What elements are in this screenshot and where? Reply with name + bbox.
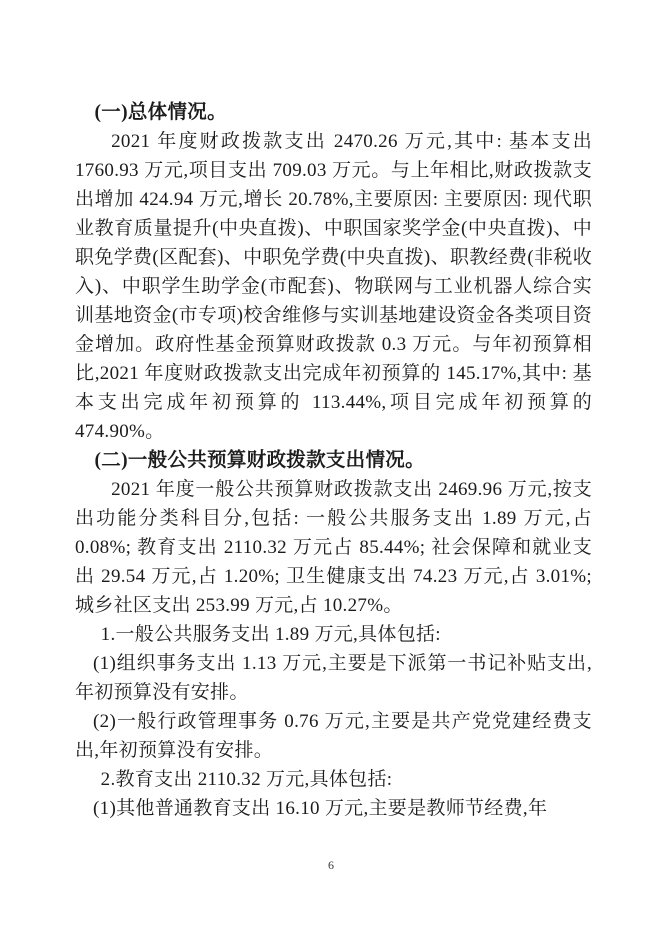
paragraph-budget-functional-breakdown: 2021 年度一般公共预算财政拨款支出 2469.96 万元,按支出功能分类科目分,包括: 一般公共服务支出 1.89 万元,占 0.08%; 教育支出 2110.32 万元占 85.44%; 社会保障和就业支出 29.54 万元,占 1.20%; 卫生健康支出 74.23 万元,占 3.01%; 城乡社区支出 253.99 万元,占 10.27%。	[75, 479, 592, 616]
paragraph-overall-fiscal-expenditure: 2021 年度财政拨款支出 2470.26 万元,其中: 基本支出 1760.93 万元,项目支出 709.03 万元。与上年相比,财政拨款支出增加 424.94 万元,增长 20.78%,主要原因: 主要原因: 现代职业教育质量提升(中央直拨)、中职国家奖学金(中央直拨)、中职免学费(区配套)、中职免学费(中央直拨)、职教经费(非税收入)、中职学生助学金(市配套)、物联网与工业机器人综合实训基地资金(市专项)校舍维修与实训基地建设资金各类项目资金增加。政府性基金预算财政拨款 0.3 万元。与年初预算相比,2021 年度财政拨款支出完成年初预算的 145.17%,其中: 基本支出完成年初预算的 113.44%,项目完成年初预算的 474.90%。	[75, 131, 592, 442]
heading-overall-situation: (一)总体情况。	[94, 102, 227, 123]
paragraph-item1-2-general-administration: (2)一般行政管理事务 0.76 万元,主要是共产党党建经费支出,年初预算没有安排。	[75, 711, 592, 761]
paragraph-item2-1-other-general-education: (1)其他普通教育支出 16.10 万元,主要是教师节经费,年	[93, 798, 548, 819]
document-body	[75, 98, 592, 823]
paragraph-item2-education-expenditure: 2.教育支出 2110.32 万元,具体包括:	[100, 769, 393, 790]
page-number: 6	[328, 858, 334, 872]
paragraph-item1-1-organization-affairs: (1)组织事务支出 1.13 万元,主要是下派第一书记补贴支出,年初预算没有安排。	[75, 653, 592, 703]
heading-general-public-budget-expenditure: (二)一般公共预算财政拨款支出情况。	[94, 450, 425, 471]
paragraph-item1-general-public-services: 1.一般公共服务支出 1.89 万元,具体包括:	[100, 624, 441, 645]
